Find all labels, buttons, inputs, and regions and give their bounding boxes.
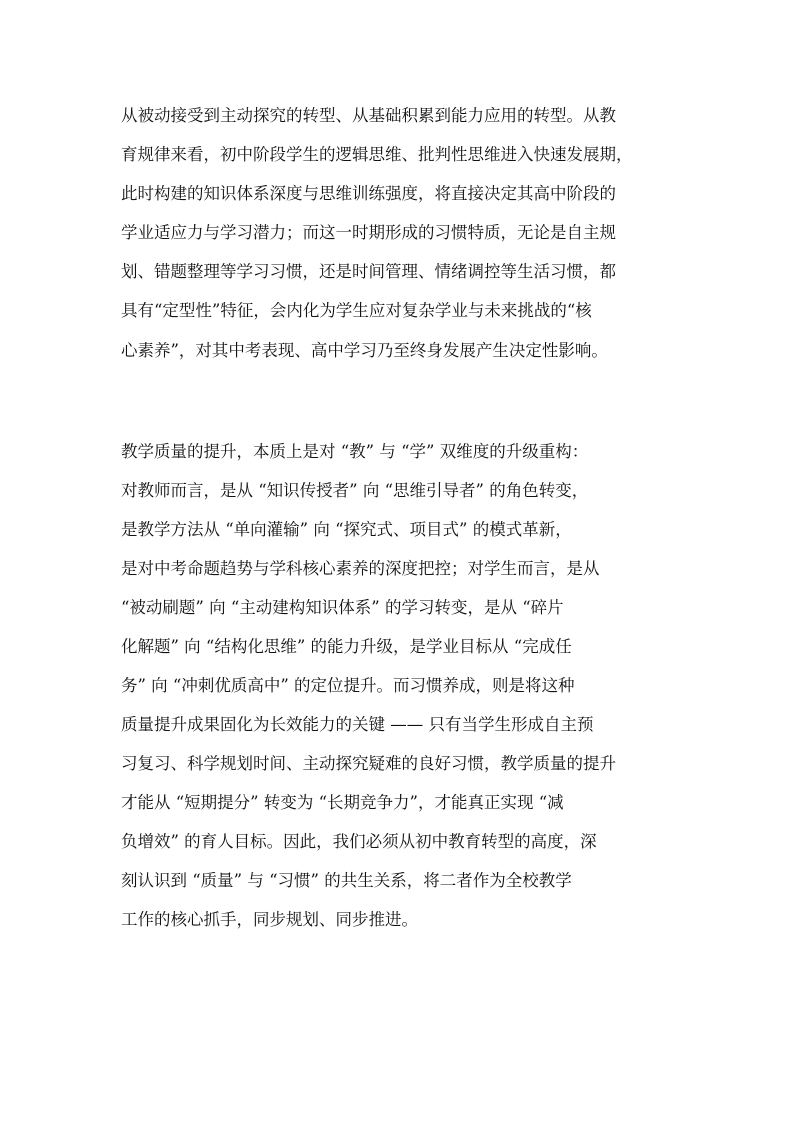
text-line: 负增效” 的育人目标。因此，我们必须从初中教育转型的高度，深 [121, 832, 597, 851]
text-line: 具有“定型性”特征，会内化为学生应对复杂学业与未来挑战的“核 [121, 301, 592, 320]
text-line: 是教学方法从 “单向灌输” 向 “探究式、项目式” 的模式革新， [121, 520, 572, 539]
text-line: 从被动接受到主动探究的转型、从基础积累到能力应用的转型。从教 [121, 106, 616, 125]
text-line: 对教师而言，是从 “知识传授者” 向 “思维引导者” 的角色转变， [121, 481, 589, 500]
text-line: “被动刷题” 向 “主动建构知识体系” 的学习转变，是从 “碎片 [121, 598, 564, 617]
text-line: 育规律来看，初中阶段学生的逻辑思维、批判性思维进入快速发展期， [121, 145, 633, 164]
text-line: 刻认识到 “质量” 与 “习惯” 的共生关系，将二者作为全校教学 [121, 871, 572, 890]
text-line: 务” 向 “冲刺优质高中” 的定位提升。而习惯养成，则是将这种 [121, 676, 575, 695]
text-line: 教学质量的提升，本质上是对 “教” 与 “学” 双维度的升级重构： [121, 442, 589, 461]
text-line: 工作的核心抓手，同步规划、同步推进。 [121, 910, 418, 929]
text-line: 才能从 “短期提分” 转变为 “长期竞争力”，才能真正实现 “减 [121, 793, 564, 812]
text-line: 划、错题整理等学习习惯，还是时间管理、情绪调控等生活习惯，都 [121, 262, 616, 281]
text-line: 化解题” 向 “结构化思维” 的能力升级，是学业目标从 “完成任 [121, 637, 572, 656]
text-line: 心素养”，对其中考表现、高中学习乃至终身发展产生决定性影响。 [121, 341, 608, 360]
text-line: 质量提升成果固化为长效能力的关键 —— 只有当学生形成自主预 [121, 715, 594, 734]
text-line: 习复习、科学规划时间、主动探究疑难的良好习惯，教学质量的提升 [121, 754, 616, 773]
text-line: 学业适应力与学习潜力；而这一时期形成的习惯特质，无论是自主规 [121, 223, 616, 242]
text-line: 此时构建的知识体系深度与思维训练强度，将直接决定其高中阶段的 [121, 184, 616, 203]
text-line: 是对中考命题趋势与学科核心素养的深度把控；对学生而言，是从 [121, 559, 600, 578]
